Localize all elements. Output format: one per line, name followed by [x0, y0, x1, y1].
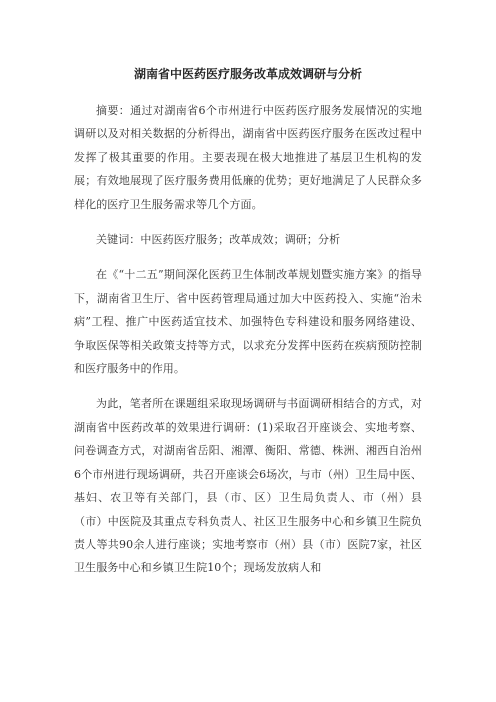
- body-paragraph: 在《“十二五”期间深化医药卫生体制改革规划暨实施方案》的指导下，湖南省卫生厅、省中医药管理局通过加大中医药投入、实施“治未病”工程、推广中医药适宜技术、加强特色专科建设和服务网络建设、争取医保等相关政策支持等方式，以求充分发挥中医药在疾病预防控制和医疗服务中的作用。: [74, 268, 422, 376]
- document-title: 湖南省中医药医疗服务改革成效调研与分析: [133, 67, 362, 81]
- keywords-paragraph: 关键词：中医药医疗服务；改革成效；调研；分析: [96, 233, 341, 247]
- body-paragraph: 为此，笔者所在课题组采取现场调研与书面调研相结合的方式，对湖南省中医药改革的效果进行调研：(1)采取召开座谈会、实地考察、问卷调查方式，对湖南省岳阳、湘潭、衡阳、常德、株洲、湘西自治州6个市州进行现场调研，共召开座谈会6场次，与市（州）卫生局中医、基妇、农卫等有关部门，县（市、区）卫生局负责人、市（州）县（市）中医院及其重点专科负责人、社区卫生服务中心和乡镇卫生院负责人等共90余人进行座谈；实地考察市（州）县（市）医院7家，社区卫生服务中心和乡镇卫生院10个；现场发放病人和: [74, 397, 422, 575]
- abstract-paragraph: 摘要：通过对湖南省6个市州进行中医药医疗服务发展情况的实地调研以及对相关数据的分析得出，湖南省中医药医疗服务在医改过程中发挥了极其重要的作用。主要表现在极大地推进了基层卫生机构的发展；有效地展现了医疗服务费用低廉的优势；更好地满足了人民群众多样化的医疗卫生服务需求等几个方面。: [74, 104, 422, 211]
